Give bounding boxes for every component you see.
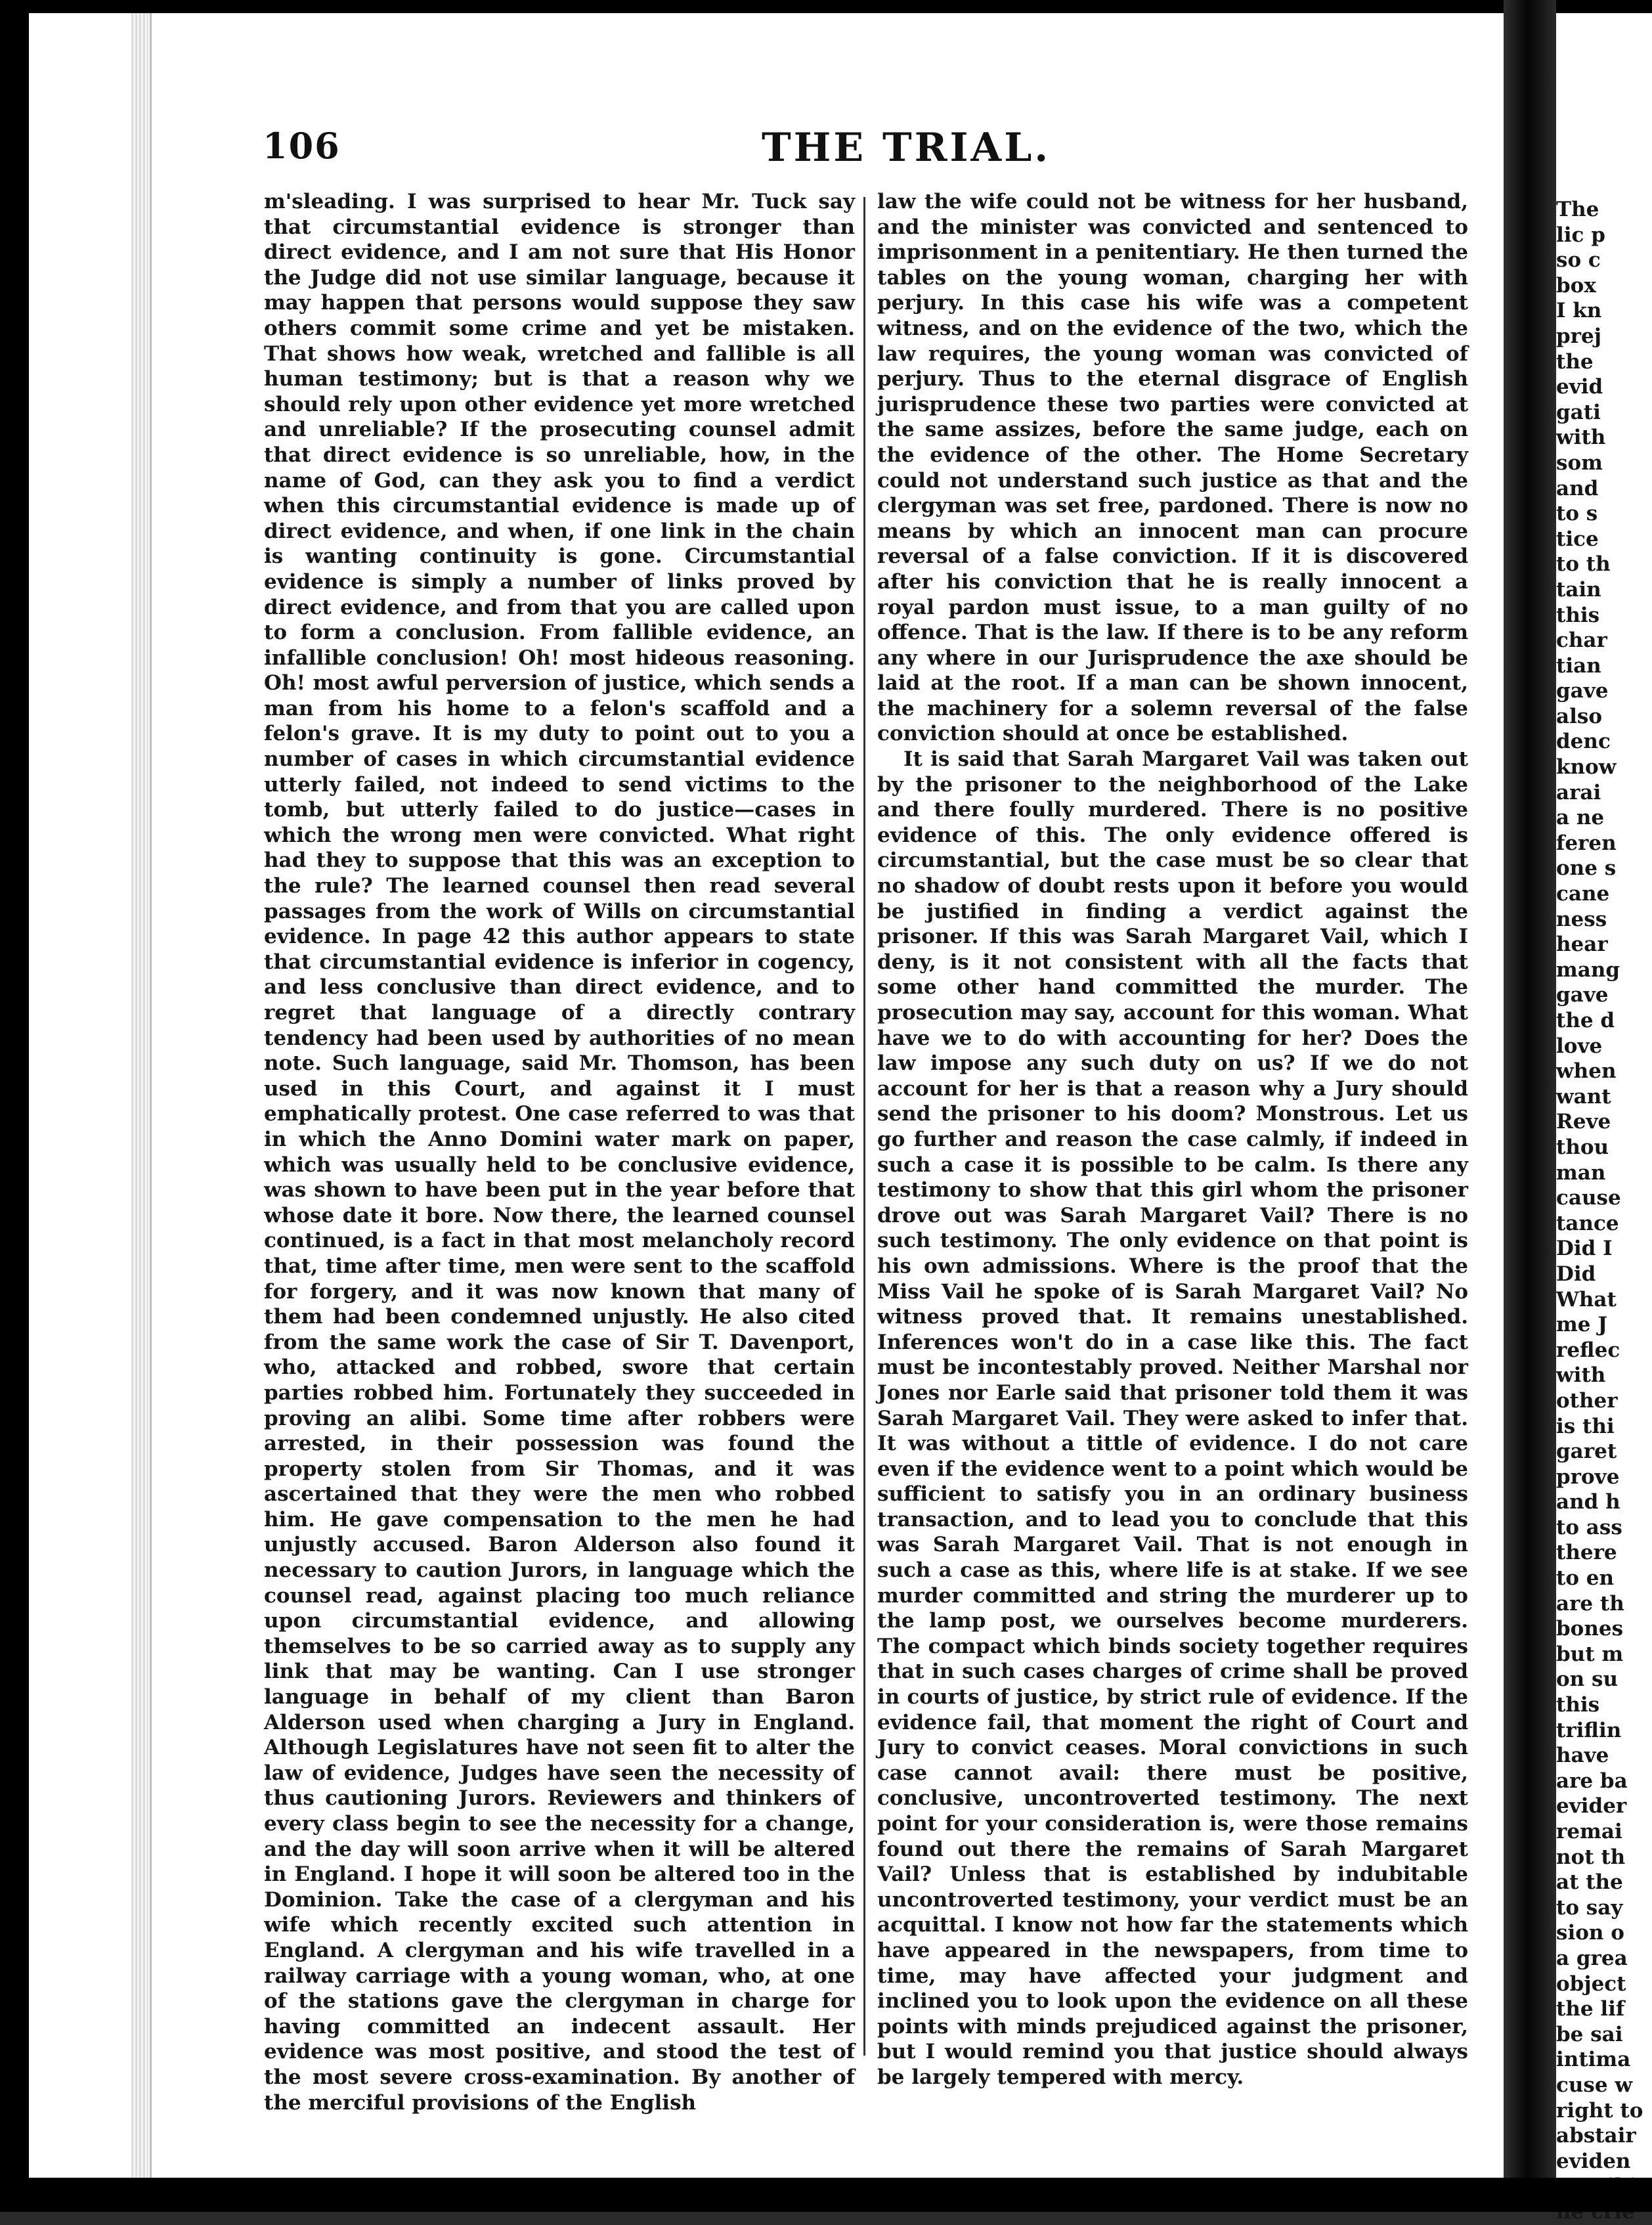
facing-page-line: char [1556,628,1607,653]
facing-page-line: prove [1556,1465,1620,1489]
facing-page-line: to say [1556,1895,1623,1920]
facing-page-line: be sai [1556,2022,1623,2046]
facing-page-line: the d [1556,1009,1615,1032]
facing-page-line: cane [1556,882,1610,906]
right-column-paragraph-2: It is said that Sarah Margaret Vail was taken out by the prisoner to the neighborhood of the Lake and there foully murdered. There is no positive evidence of this. The only evidence offered is circumstantial, but the case must be so clear that no shadow of doubt rests upon it before you would be justified in finding a verdict against the prisoner. If this was Sarah Margaret Vail, which I deny, is it not consistent with all the facts that some other hand committed the murder. The prosecution may say, account for this woman. What have we to do with accounting for her? Does the law impose any such duty on us? If we do not account for her is that a reason why a Jury should send the prisoner to his doom? Monstrous. Let us go further and reason the case calmly, if indeed in such a case it is possible to be calm. Is there any testimony to show that this girl whom the prisoner drove out was Sarah Margaret Vail? There is no such testimony. The only evidence on that point is his own admissions. Where is the proof that the Miss Vail he spoke of is Sarah Margaret Vail? No witness proved that. It remains unestablished. Inferences won't do in a case like this. The fact must be incontestably proved. Neither Marshal nor Jones nor Earle said that prisoner told them it was Sarah Margaret Vail. They were asked to infer that. It was without a tittle of evidence. I do not care even if the evidence went to a point which would be sufficient to satisfy you in an ordinary business transaction, and to lead you to conclude that this was Sarah Margaret Vail. That is not enough in such a case as this, where life is at stake. If we see murder committed and string the murderer up to the lamp post, we ourselves become murderers. The compact which binds society together requires that in such cases charges of crime shall be proved in courts of justice, by strict rule of evidence. If the evidence fail, that moment the right of Court and Jury to convict ceases. Moral convictions in such case cannot avail: there must be positive, conclusive, uncontroverted testimony. The next point for your consideration is, were those remains found out there the remains of Sarah Margaret Vail? Unless that is established by indubitable uncontroverted testimony, your verdict must be an acquittal. I know not how far the statements which have appeared in the newspapers, from time to time, may have affected your judgment and inclined you to look upon the evidence on all these points with minds prejudiced against the prisoner, but I would remind you that justice should always be largely tempered with mercy. [877,747,1468,2089]
facing-page-line: tain [1556,577,1601,602]
facing-page-line: to th [1556,552,1611,577]
facing-page-line: bones [1556,1617,1624,1641]
facing-page-line: are th [1556,1591,1624,1616]
facing-page-line: love [1556,1034,1603,1058]
facing-page-line: feren [1556,831,1617,855]
facing-page-line: right to [1556,2098,1643,2123]
facing-page-line: are ba [1556,1769,1628,1793]
scan-border-left [0,0,29,2212]
book-gutter [1504,0,1556,2212]
facing-page-line: me J [1556,1313,1607,1337]
facing-page-line: sion o [1556,1921,1624,1945]
facing-page-line: box [1556,273,1596,297]
facing-page-line: and [1556,476,1599,500]
page-header [263,125,1484,177]
facing-page-line: at the [1556,1870,1623,1895]
facing-page-line: thou [1556,1135,1609,1159]
scan-border-top [0,0,1652,13]
facing-page-line: I kn [1556,299,1602,323]
facing-page-line: abstair [1556,2124,1636,2148]
facing-page-line: also [1556,704,1602,728]
facing-page-line: hear [1556,933,1608,957]
facing-page-line: evider [1556,1794,1627,1818]
facing-page-fragment [1556,197,1652,2173]
facing-page-line: not th [1556,1845,1626,1869]
facing-page-line: remai [1556,1820,1622,1843]
page-number: 106 [263,125,341,167]
facing-page-line: but m [1556,1642,1624,1666]
column-rule [863,197,865,2056]
facing-page-line: and h [1556,1490,1620,1514]
facing-page-line: there [1556,1541,1617,1565]
facing-page-line: eviden [1556,2149,1631,2173]
facing-page-line: mang [1556,958,1620,982]
facing-page-line: arai [1556,780,1601,804]
page-edge-line [150,13,152,2180]
facing-page-line: one s [1556,856,1617,881]
text-column-left [264,189,855,2115]
facing-page-line: cuse w [1556,2073,1633,2097]
facing-page-line: this [1556,1693,1600,1717]
facing-page-line: so c [1556,248,1601,273]
facing-page-line: man [1556,1160,1606,1185]
facing-page-line: ness [1556,907,1607,931]
facing-page-line: the [1556,349,1594,374]
scan-border-bottom [0,2178,1652,2212]
facing-page-line: Did [1556,1262,1596,1286]
facing-page-line: this [1556,603,1600,627]
facing-page-line: have [1556,1744,1609,1768]
facing-page-line: a grea [1556,1946,1628,1970]
facing-page-line: to en [1556,1566,1615,1591]
facing-page-line: prej [1556,324,1601,348]
facing-page-line: with [1556,426,1606,450]
page-stack-edge [131,13,148,2180]
facing-page-line: The [1556,198,1599,221]
facing-page-line: gave [1556,679,1609,703]
facing-page-line: is thi [1556,1414,1615,1438]
facing-page-line: What [1556,1287,1617,1311]
facing-page-line: the lif [1556,1997,1625,2021]
facing-page-line: on su [1556,1667,1618,1692]
facing-page-line: triflin [1556,1718,1622,1742]
facing-page-line: object [1556,1972,1626,1996]
facing-page-line: know [1556,755,1617,780]
left-column-paragraph: m'sleading. I was surprised to hear Mr. Tuck say that circumstantial evidence is stronger than direct evidence, and I am not sure that His Honor the Judge did not use similar language, because it may happen that persons would suppose they saw others commit some crime and yet be mistaken. That shows how weak, wretched and fallible is all human testimony; but is that a reason why we should rely upon other evidence yet more wretched and unreliable? If the prosecuting counsel admit that direct evidence is so unreliable, how, in the name of God, can they ask you to find a verdict when this circumstantial evidence is made up of direct evidence, and when, if one link in the chain is wanting continuity is gone. Circumstantial evidence is simply a number of links proved by direct evidence, and from that you are called upon to form a conclusion. From fallible evidence, an infallible conclusion! Oh! most hideous reasoning. Oh! most awful perversion of justice, which sends a man from his home to a felon's scaffold and a felon's grave. It is my duty to point out to you a number of cases in which circumstantial evidence utterly failed, not indeed to send victims to the tomb, but utterly failed to do justice—cases in which the wrong men were convicted. What right had they to suppose that this was an exception to the rule? The learned counsel then read several passages from the work of Wills on circumstantial evidence. In page 42 this author appears to state that circumstantial evidence is inferior in cogency, and less conclusive than direct evidence, and to regret that language of a directly contrary tendency had been used by authorities of no mean note. Such language, said Mr. Thomson, has been used in this Court, and against it I must emphatically protest. One case referred to was that in which the Anno Domini water mark on paper, which was usually held to be conclusive evidence, was shown to have been put in the year before that whose date it bore. Now there, the learned counsel continued, is a fact in that most melancholy record that, time after time, men were sent to the scaffold for forgery, and it was now known that many of them had been condemned unjustly. He also cited from the same work the case of Sir T. Davenport, who, attacked and robbed, swore that certain parties robbed him. Fortunately they succeeded in proving an alibi. Some time after robbers were arrested, in their possession was found the property stolen from Sir Thomas, and it was ascertained that they were the men who robbed him. He gave compensation to the men he had unjustly accused. Baron Alderson also found it necessary to caution Jurors, in language which the counsel read, against placing too much reliance upon circumstantial evidence, and allowing themselves to be so carried away as to supply any link that may be wanting. Can I use stronger language in behalf of my client than Baron Alderson used when charging a Jury in England. Although Legislatures have not seen fit to alter the law of evidence, Judges have seen the necessity of thus cautioning Jurors. Reviewers and thinkers of every class begin to see the necessity for a change, and the day will soon arrive when it will be altered in England. I hope it will soon be altered too in the Dominion. Take the case of a clergyman and his wife which recently excited such attention in England. A clergyman and his wife travelled in a railway carriage with a young woman, who, at one of the stations gave the clergyman in charge for having committed an indecent assault. Her evidence was most positive, and stood the test of the most severe cross-examination. By another of the merciful provisions of the English [264,190,855,2115]
text-column-right [877,189,1468,2089]
facing-page-line: to s [1556,502,1598,526]
facing-page-line: denc [1556,730,1611,754]
facing-page-line: when [1556,1059,1617,1084]
facing-page-line: Did I [1556,1237,1613,1261]
facing-page-line: tance [1556,1211,1619,1235]
facing-page-line: to ass [1556,1515,1622,1539]
facing-page-line: garet [1556,1440,1617,1464]
facing-page-line: other [1556,1388,1618,1413]
facing-page-line: cause [1556,1186,1621,1210]
right-column-paragraph-1: law the wife could not be witness for her husband, and the minister was convicted and sentenced to imprisonment in a penitentiary. He then turned the tables on the young woman, charging her with perjury. In this case his wife was a competent witness, and on the evidence of the two, which the law requires, the young woman was convicted of perjury. Thus to the eternal disgrace of English jurisprudence these two parties were convicted at the same assizes, before the same judge, each on the evidence of the other. The Home Secretary could not understand such justice as that and the clergyman was set free, pardoned. There is now no means by which an innocent man can procure reversal of a false conviction. If it is discovered after his conviction that he is really innocent a royal pardon must issue, to a man guilty of no offence. That is the law. If there is to be any reform any where in our Jurisprudence the axe should be laid at the root. If a man can be shown innocent, the machinery for a solemn reversal of the false conviction should at once be established. [877,190,1468,746]
facing-page-line: Reve [1556,1110,1611,1134]
facing-page-line: intima [1556,2048,1631,2072]
running-head: THE TRIAL. [762,125,1051,171]
facing-page-line: gave [1556,983,1609,1007]
facing-page-line: gati [1556,400,1601,424]
facing-page-line: a ne [1556,806,1605,830]
facing-page-line: reflec [1556,1338,1620,1362]
facing-page-line: with [1556,1363,1606,1388]
facing-page-line: evid [1556,375,1603,399]
facing-page-line: tian [1556,653,1601,678]
facing-page-line: want [1556,1084,1611,1109]
facing-page-line: tice [1556,527,1599,551]
facing-page-line: som [1556,451,1603,475]
facing-page-line: lic p [1556,223,1605,247]
